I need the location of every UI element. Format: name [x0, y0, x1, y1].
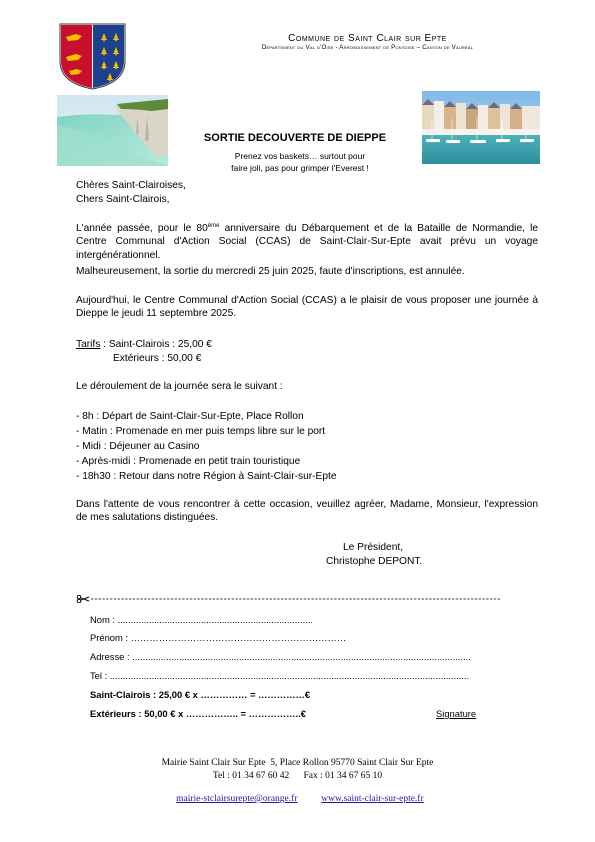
event-tagline: [210, 150, 390, 174]
paragraph-proposal: Aujourd'hui, le Centre Communal d'Action Social (CCAS) a le plaisir de vous proposer une journée à Dieppe le jeudi 11 septembre 2025.: [76, 295, 538, 320]
greeting-2: Chers Saint-Clairois,: [76, 194, 170, 205]
email-link[interactable]: mairie-stclairsurepte@orange.fr: [176, 794, 298, 804]
signer-title: Le Président,: [343, 542, 404, 553]
paragraph-anniversary-start: L'année passée, pour le 80: [76, 223, 208, 234]
closing-paragraph: Dans l'attente de vous rencontrer à cette occasion, veuillez agréer, Madame, Monsieur, l'expression de mes salutations distinguées.: [76, 499, 538, 524]
footer-phones: Tel : 01 34 67 60 42 Fax : 01 34 67 65 10: [212, 771, 383, 781]
form-adresse[interactable]: Adresse : ..................................................................................................................................: [90, 651, 471, 662]
cliffs-photo: [57, 95, 168, 166]
greeting-1: Chères Saint-Clairoises,: [76, 180, 186, 191]
tagline-line-1: Prenez vos baskets… surtout pour: [234, 151, 366, 161]
form-exterieurs-total[interactable]: Extérieurs : 50,00 € x …………….. = ……………..€: [90, 708, 306, 719]
form-tel[interactable]: Tel : ..........................................................................................................................................: [90, 670, 470, 681]
commune-subline: Département du Val d'Oise - Arrondissement de Pontoise – Canton de Vauréal: [261, 44, 474, 51]
programme-item: - Midi : Déjeuner au Casino: [76, 441, 200, 452]
signer-name: Christophe DEPONT.: [326, 556, 423, 567]
programme-item: - Matin : Promenade en mer puis temps libre sur le port: [76, 426, 326, 437]
form-prenom[interactable]: Prénom : ……………………………………………………………: [90, 632, 347, 643]
commune-name: Commune de Saint Clair sur Epte: [288, 33, 447, 44]
tarifs-line: [76, 338, 212, 351]
programme-intro: Le déroulement de la journée sera le suivant :: [76, 381, 283, 392]
website-link[interactable]: www.saint-clair-sur-epte.fr: [321, 794, 424, 804]
tarif-saint-clairois: : Saint-Clairois : 25,00 €: [100, 339, 212, 350]
harbour-photo: [422, 91, 540, 164]
programme-item: - Après-midi : Promenade en petit train touristique: [76, 456, 301, 467]
scissors-icon: [77, 595, 89, 603]
programme-item: - 18h30 : Retour dans notre Région à Saint-Clair-sur-Epte: [76, 471, 337, 482]
tagline-line-2: faire joli, pas pour grimper l'Everest !: [231, 163, 369, 173]
coat-of-arms-logo: [57, 21, 128, 91]
form-saint-clairois-total[interactable]: Saint-Clairois : 25,00 € x …………… = ……………€: [90, 689, 311, 700]
paragraph-anniversary: [76, 222, 538, 262]
scissors-cut-line: [76, 595, 500, 603]
form-nom[interactable]: Nom : ...........................................................................: [90, 614, 313, 625]
tarif-exterieurs: Extérieurs : 50,00 €: [113, 353, 202, 364]
ordinal-suffix: ème: [207, 223, 220, 229]
paragraph-anniversary-rest: anniversaire du Débarquement et de la Bataille de Normandie, le Centre Communal d'Action Social (CCAS) de Saint-Clair-Sur-Epte avait prévu un voyage intergénérationnel.: [76, 223, 539, 261]
footer-links: [0, 784, 595, 804]
event-title: SORTIE DECOUVERTE DE DIEPPE: [203, 132, 387, 144]
programme-item: - 8h : Départ de Saint-Clair-Sur-Epte, Place Rollon: [76, 411, 304, 422]
signature-label: Signature: [436, 708, 477, 719]
tarifs-label: Tarifs: [76, 339, 101, 350]
footer-address: Mairie Saint Clair Sur Epte 5, Place Rollon 95770 Saint Clair Sur Epte: [161, 758, 434, 768]
paragraph-cancelled: Malheureusement, la sortie du mercredi 25 juin 2025, faute d'inscriptions, est annulée.: [76, 266, 465, 277]
